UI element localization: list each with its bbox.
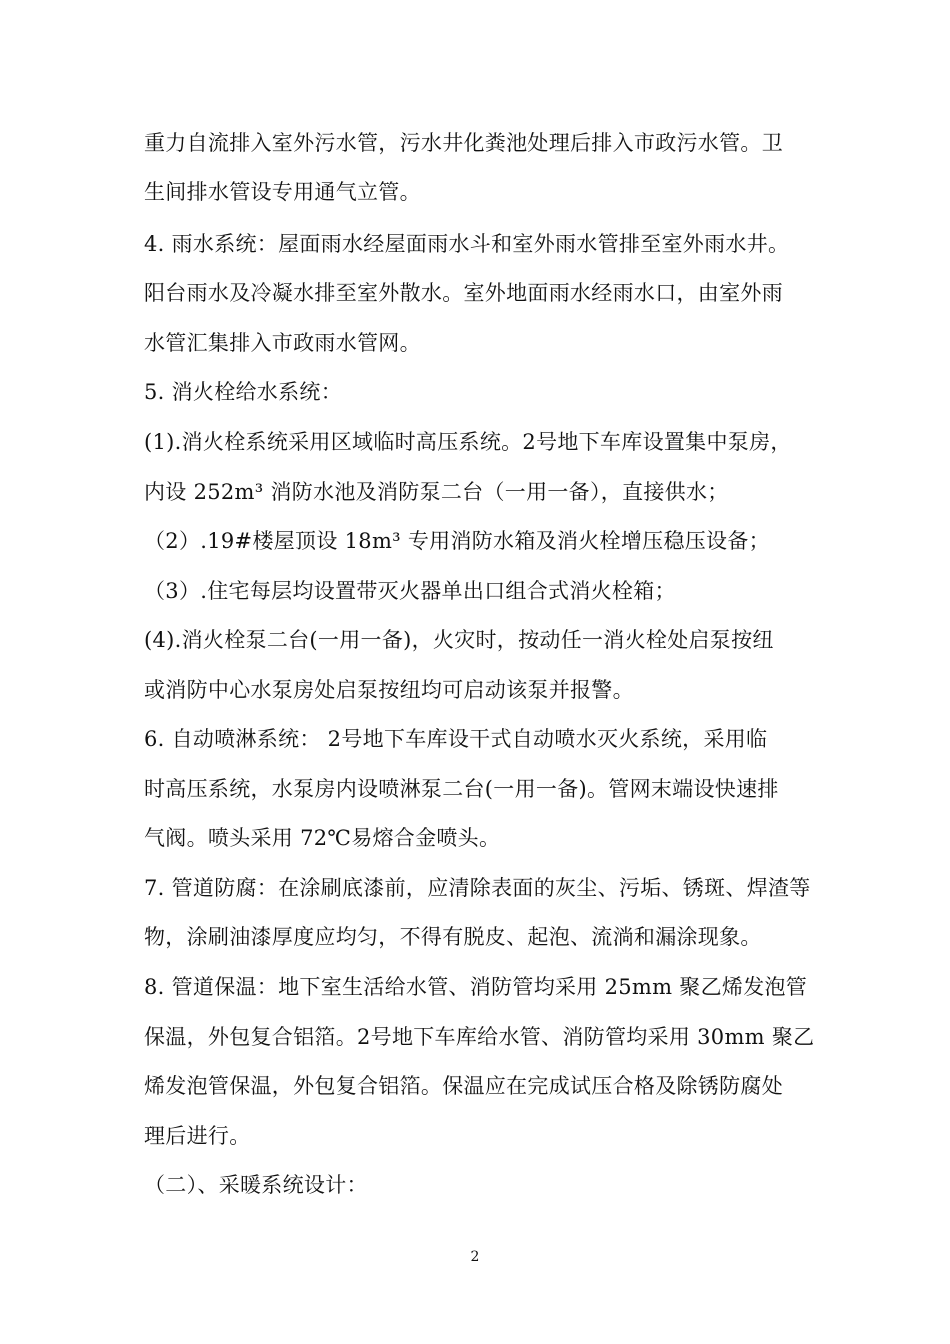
text-line: 理后进行。 <box>144 1124 251 1148</box>
text-line: 气阀。喷头采用 72℃易熔合金喷头。 <box>144 826 501 850</box>
text-line: (1).消火栓系统采用区域临时高压系统。2号地下车库设置集中泵房， <box>144 430 792 454</box>
text-line: 7. 管道防腐：在涂刷底漆前，应清除表面的灰尘、污垢、锈斑、焊渣等 <box>144 876 811 900</box>
text-line: 内设 252m³ 消防水池及消防泵二台（一用一备），直接供水； <box>144 480 729 504</box>
text-line: （2）.19#楼屋顶设 18m³ 专用消防水箱及消火栓增压稳压设备； <box>144 529 770 553</box>
page-number: 2 <box>470 1249 480 1265</box>
text-line: 阳台雨水及冷凝水排至室外散水。室外地面雨水经雨水口，由室外雨 <box>144 281 783 305</box>
text-line: 时高压系统，水泵房内设喷淋泵二台(一用一备)。管网末端设快速排 <box>144 777 779 801</box>
section-heading: （二）、采暖系统设计： <box>144 1173 368 1197</box>
text-line: 8. 管道保温：地下室生活给水管、消防管均采用 25mm 聚乙烯发泡管 <box>144 975 808 999</box>
text-line: 物，涂刷油漆厚度应均匀，不得有脱皮、起泡、流淌和漏涂现象。 <box>144 925 762 949</box>
text-line: (4).消火栓泵二台(一用一备)，火灾时，按动任一消火栓处启泵按纽 <box>144 628 774 652</box>
text-line: 生间排水管设专用通气立管。 <box>144 180 421 204</box>
text-line: 5. 消火栓给水系统： <box>144 380 343 404</box>
text-line: 烯发泡管保温，外包复合铝箔。保温应在完成试压合格及除锈防腐处 <box>144 1074 783 1098</box>
text-line: 4. 雨水系统：屋面雨水经屋面雨水斗和室外雨水管排至室外雨水井。 <box>144 232 790 256</box>
text-line: 或消防中心水泵房处启泵按纽均可启动该泵并报警。 <box>144 678 634 702</box>
text-line: 水管汇集排入市政雨水管网。 <box>144 331 421 355</box>
text-line: 保温，外包复合铝箔。2号地下车库给水管、消防管均采用 30mm 聚乙 <box>144 1025 815 1049</box>
text-line: 6. 自动喷淋系统： 2号地下车库设干式自动喷水灭火系统，采用临 <box>144 727 768 751</box>
text-line: （3）.住宅每层均设置带灭火器单出口组合式消火栓箱； <box>144 579 676 603</box>
text-line: 重力自流排入室外污水管，污水井化粪池处理后排入市政污水管。卫 <box>144 131 783 155</box>
